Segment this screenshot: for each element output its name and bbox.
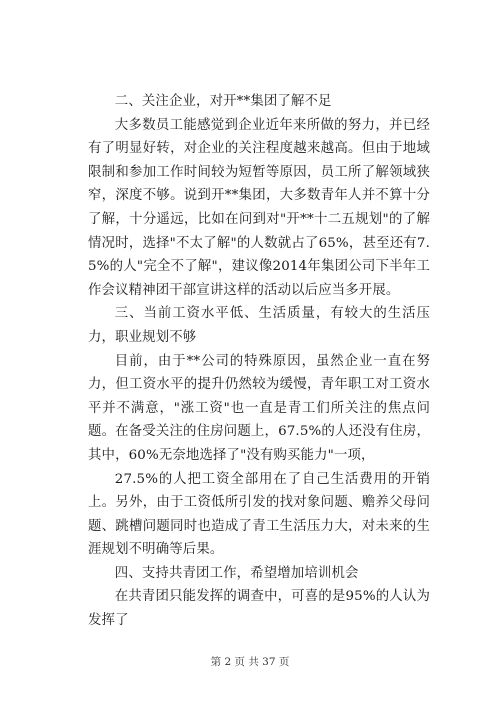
- section-heading-3: 三、当前工资水平低、生活质量，有较大的生活压力，职业规划不够: [88, 306, 430, 345]
- body-paragraph: 在共青团只能发挥的调查中，可喜的是95%的人认为发挥了: [88, 589, 430, 629]
- body-paragraph: 27.5%的人把工资全部用在了自己生活费用的开销上。另外，由于工资低所引发的找对象问题、赡养父母问题、跳槽问题同时也造成了青工生活压力大，对未来的生涯规划不明确等后果。: [88, 471, 430, 558]
- page-footer: 第 2 页 共 37 页: [210, 656, 290, 668]
- body-paragraph: 目前，由于**公司的特殊原因，虽然企业一直在努力，但工资水平的提升仍然较为缓慢，青年职工对工资水平并不满意，"涨工资"也一直是青工们所关注的焦点问题。在备受关注的住房问题上，67.5%的人还没有住房，其中，60%无奈地选择了"没有购买能力"一项，: [88, 353, 430, 463]
- document-body: [88, 90, 430, 633]
- section-heading-4: 四、支持共青团工作，希望增加培训机会: [114, 565, 359, 581]
- body-paragraph: 大多数员工能感觉到企业近年来所做的努力，并已经有了明显好转，对企业的关注程度越来越高。但由于地域限制和参加工作时间较为短暂等原因，员工所了解领域狭窄，深度不够。说到开**集团，大多数青年人并不算十分了解，十分遥远，比如在问到对"开**十二五规划"的了解情况时，选择"不太了解"的人数就占了65%，甚至还有7.5%的人"完全不了解"，建议像2014年集团公司下半年工作会议精神团干部宣讲这样的活动以后应当多开展。: [88, 117, 430, 298]
- section-heading-2: 二、关注企业，对开**集团了解不足: [114, 94, 332, 109]
